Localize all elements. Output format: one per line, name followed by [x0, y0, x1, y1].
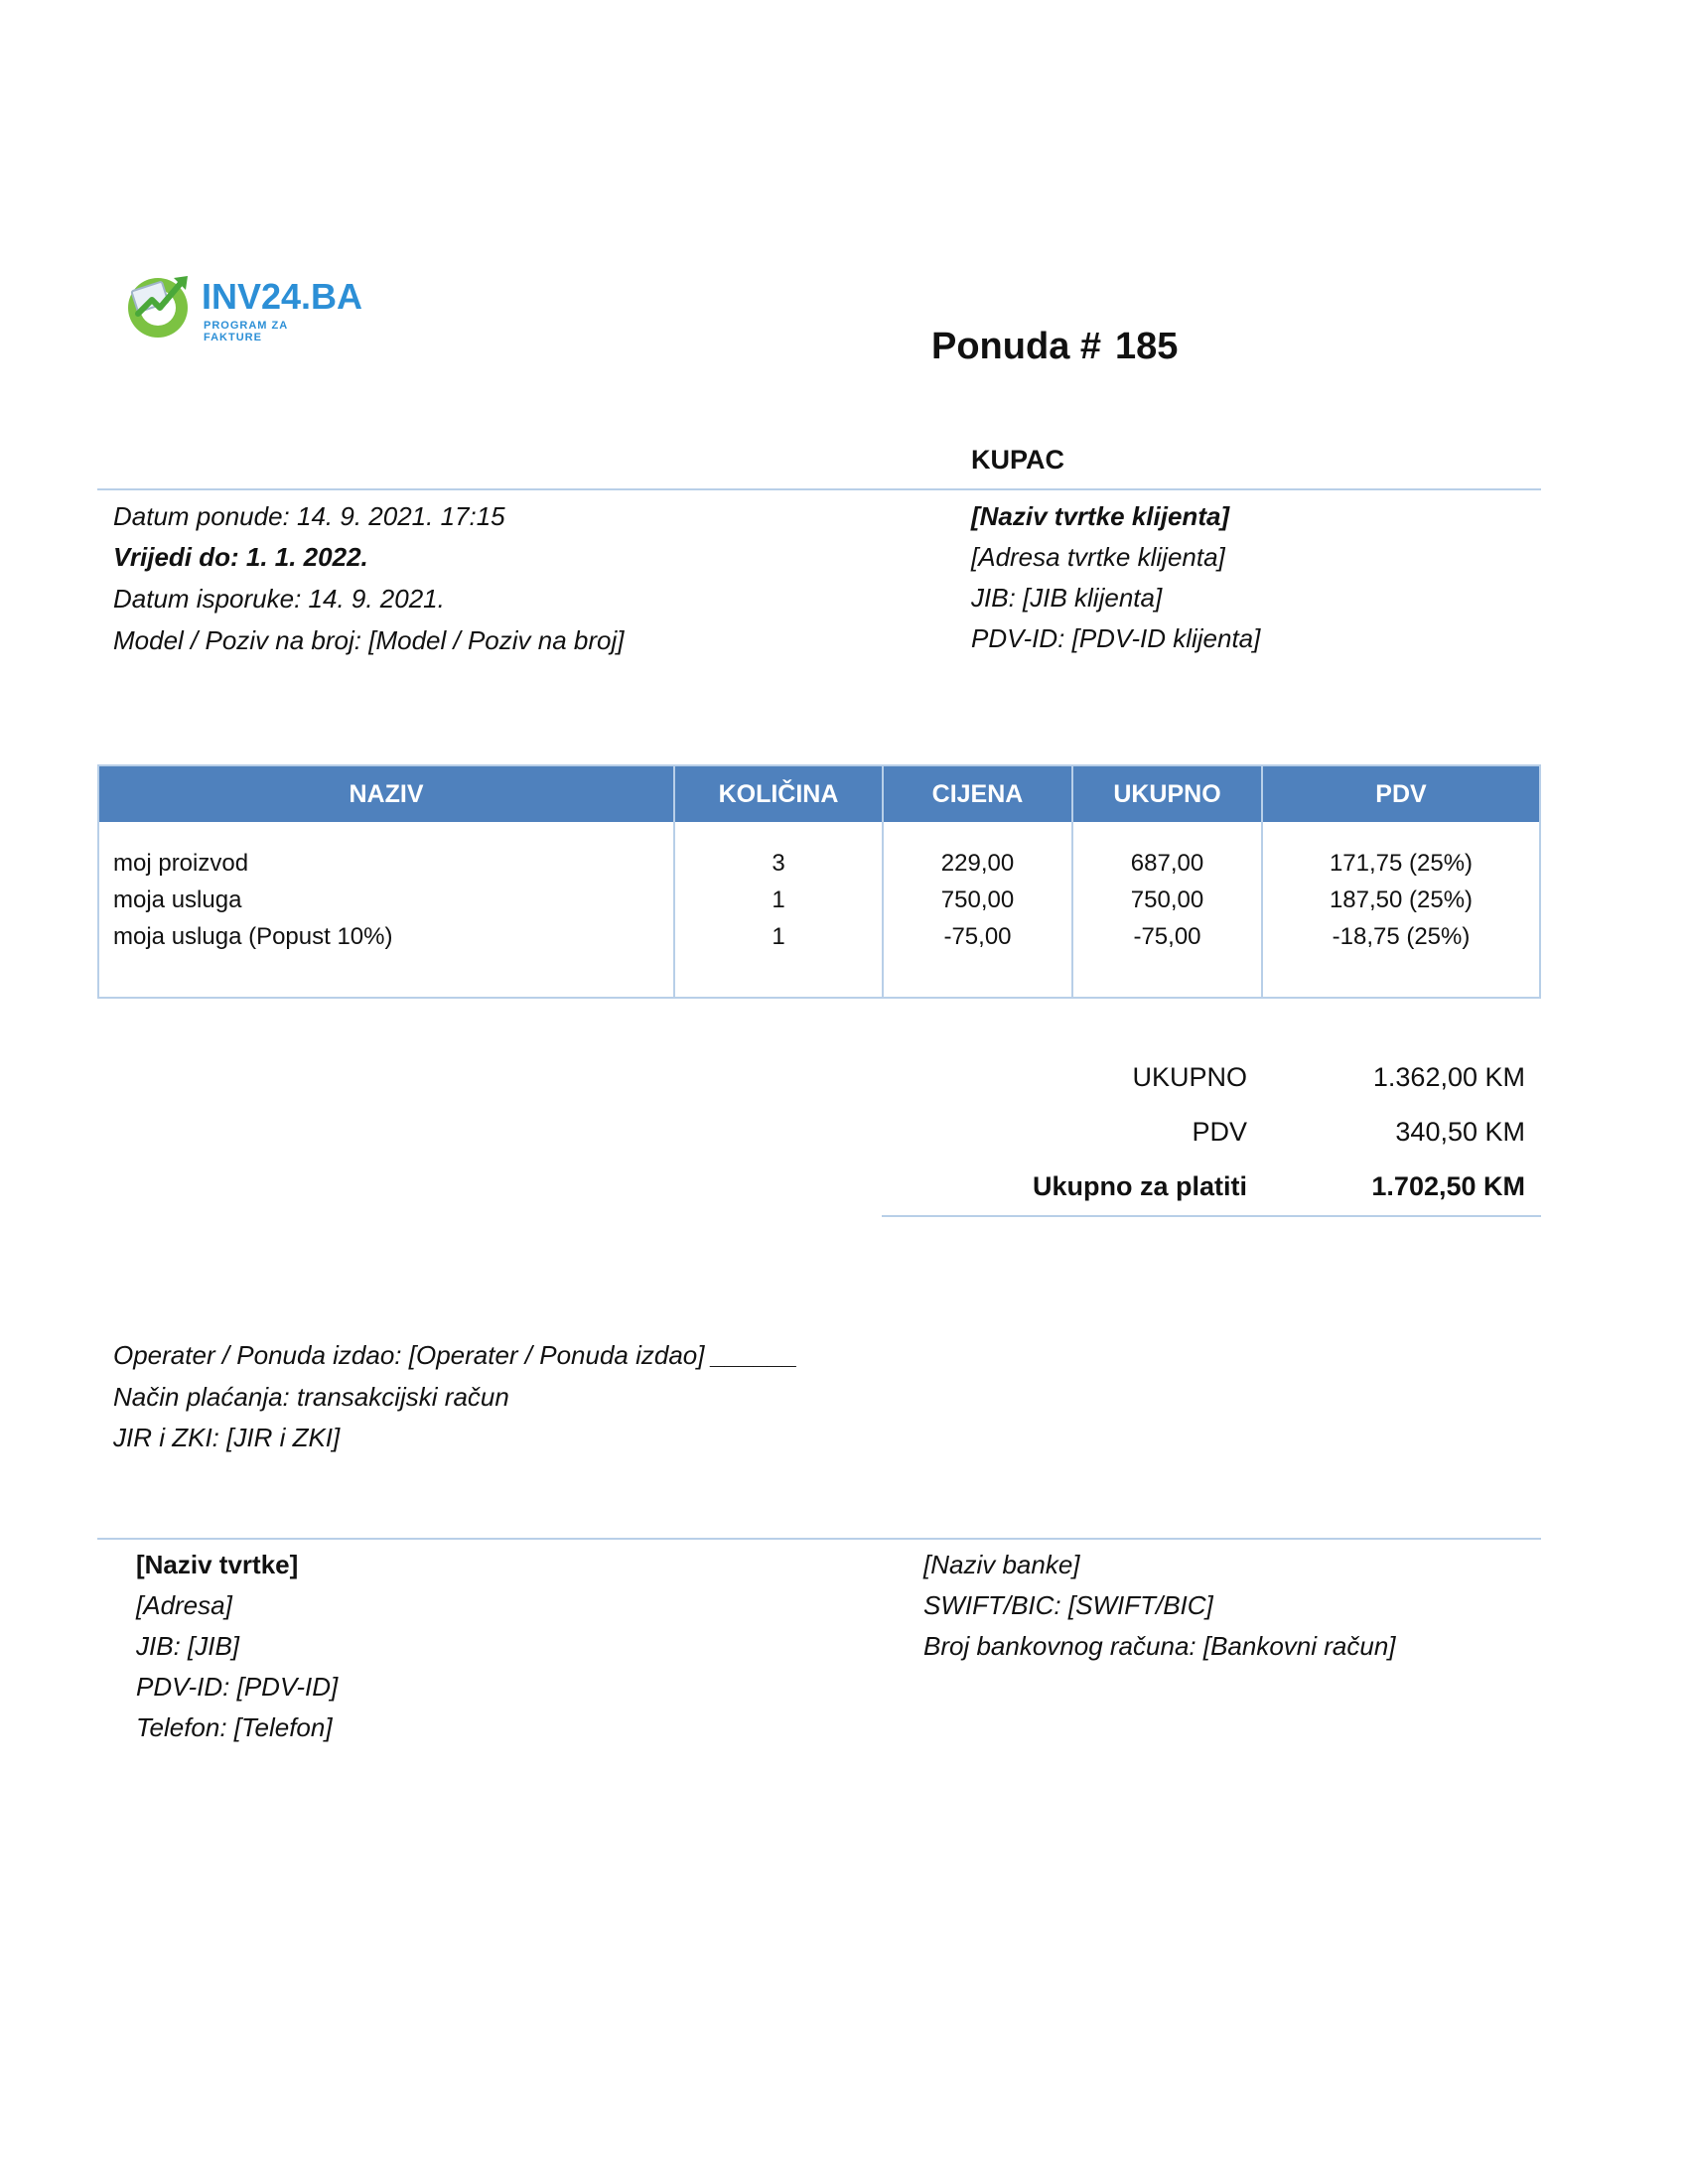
- header-kolicina: KOLIČINA: [718, 780, 839, 808]
- company-jib: JIB: [JIB]: [136, 1631, 240, 1661]
- document-title: [931, 326, 1178, 368]
- logo-brand: INV24.BA: [202, 276, 363, 317]
- table-row-vat: 171,75 (25%): [1329, 850, 1474, 877]
- table-row-name: moj proizvod: [113, 850, 249, 877]
- vat-value: 340,50 KM: [1395, 1117, 1525, 1147]
- grand-total-value: 1.702,50 KM: [1371, 1171, 1525, 1201]
- header-pdv: PDV: [1375, 780, 1427, 808]
- subtotal-value: 1.362,00 KM: [1372, 1062, 1525, 1092]
- table-row-qty: 1: [772, 923, 785, 950]
- payment-method: Način plaćanja: transakcijski račun: [113, 1382, 509, 1412]
- table-row-name: moja usluga (Popust 10%): [113, 923, 393, 950]
- header-naziv: NAZIV: [349, 780, 424, 808]
- table-row-vat: 187,50 (25%): [1329, 887, 1474, 913]
- bank-name: [Naziv banke]: [923, 1550, 1080, 1579]
- company-phone: Telefon: [Telefon]: [136, 1712, 333, 1742]
- table-row-price: -75,00: [943, 923, 1012, 950]
- table-row-name: moja usluga: [113, 887, 242, 913]
- bank-account: Broj bankovnog računa: [Bankovni račun]: [923, 1631, 1396, 1661]
- logo-icon: [124, 270, 196, 341]
- offer-date: Datum ponude: 14. 9. 2021. 17:15: [113, 501, 505, 531]
- items-table: [97, 764, 1541, 999]
- delivery-date: Datum isporuke: 14. 9. 2021.: [113, 584, 445, 614]
- vat-label: PDV: [1192, 1117, 1247, 1147]
- company-logo: [124, 270, 363, 343]
- company-pdv-id: PDV-ID: [PDV-ID]: [136, 1672, 339, 1702]
- table-row-qty: 3: [772, 850, 785, 877]
- buyer-pdv-id: PDV-ID: [PDV-ID klijenta]: [971, 623, 1261, 653]
- title-label: Ponuda #: [931, 326, 1102, 367]
- table-row-qty: 1: [772, 887, 785, 913]
- header-ukupno: UKUPNO: [1113, 780, 1221, 808]
- valid-until: Vrijedi do: 1. 1. 2022.: [113, 542, 368, 572]
- subtotal-label: UKUPNO: [1132, 1062, 1247, 1092]
- operator-line: Operater / Ponuda izdao: [Operater / Ponuda izdao] ______: [113, 1340, 798, 1370]
- grand-total-label: Ukupno za platiti: [1033, 1171, 1247, 1201]
- buyer-heading: KUPAC: [971, 445, 1064, 475]
- header-divider: [97, 488, 1541, 490]
- header-cijena: CIJENA: [931, 780, 1024, 808]
- buyer-name: [Naziv tvrtke klijenta]: [971, 501, 1230, 531]
- buyer-jib: JIB: [JIB klijenta]: [971, 583, 1163, 613]
- table-row-price: 229,00: [940, 850, 1015, 877]
- company-address: [Adresa]: [136, 1590, 232, 1620]
- company-name: [Naziv tvrtke]: [136, 1550, 299, 1579]
- totals-divider: [882, 1215, 1541, 1217]
- bank-swift: SWIFT/BIC: [SWIFT/BIC]: [923, 1590, 1213, 1620]
- offer-number: 185: [1115, 326, 1179, 367]
- table-row-total: 750,00: [1130, 887, 1204, 913]
- table-row-total: -75,00: [1133, 923, 1201, 950]
- table-row-total: 687,00: [1130, 850, 1204, 877]
- table-row-vat: -18,75 (25%): [1332, 923, 1471, 950]
- table-row-price: 750,00: [940, 887, 1015, 913]
- footer-divider: [97, 1538, 1541, 1540]
- buyer-address: [Adresa tvrtke klijenta]: [971, 542, 1225, 572]
- logo-tagline: PROGRAM ZA FAKTURE: [204, 320, 288, 343]
- payment-reference: Model / Poziv na broj: [Model / Poziv na broj]: [113, 625, 625, 655]
- jir-zki: JIR i ZKI: [JIR i ZKI]: [113, 1423, 341, 1452]
